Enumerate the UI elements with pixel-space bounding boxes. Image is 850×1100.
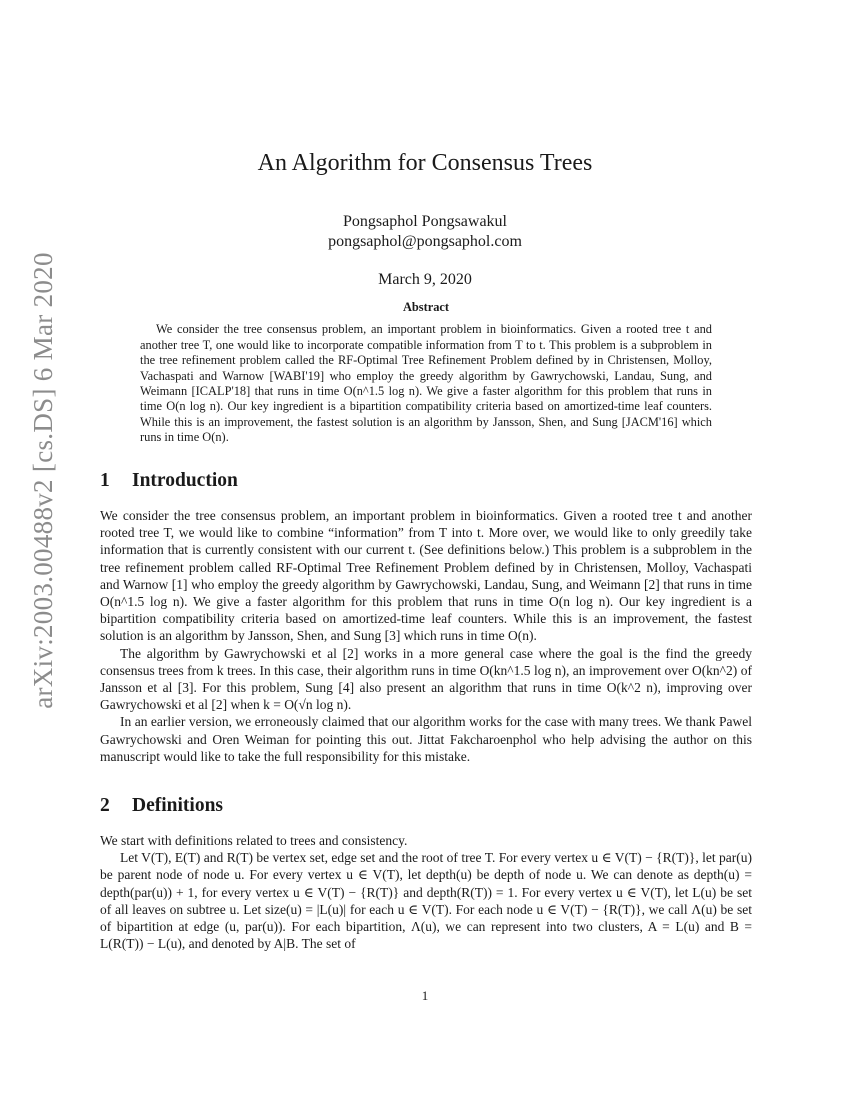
section-number: 1: [100, 470, 110, 491]
section-number: 2: [100, 795, 110, 816]
section-heading: [100, 470, 752, 492]
abstract-heading: Abstract: [402, 300, 450, 314]
paragraph: We consider the tree consensus problem, an important problem in bioinformatics. Given a rooted tree t and another rooted tree T, we would like to combine “information” from T into t. More over, we would like to only greedily take information that is currently consistent with our current t. (See definitions below.) This problem is a subproblem in the tree refinement problem called RF-Optimal Tree Refinement Problem defined by in Christensen, Molloy, Vachaspati and Warnow [1] who employ the greedy algorithm by Gawrychowski, Landau, Sung, and Weimann [2] that runs in time O(n^1.5 log n). We give a faster algorithm for this problem that runs in time O(n log n). Our key ingredient is a bipartition compatibility criteria based on amortized-time leaf counters. While this is an improvement, the fastest solution is an algorithm by Jansson, Shen, and Sung [3] which runs in time O(n).: [100, 508, 752, 644]
paragraph: In an earlier version, we erroneously claimed that our algorithm works for the case with many trees. We thank Pawel Gawrychowski and Oren Weiman for pointing this out. Jittat Fakcharoenphol who help advising the author on this manuscript would like to take the full responsibility for this mistake.: [100, 714, 752, 764]
arxiv-identifier-stamp: [18, 251, 68, 709]
arxiv-identifier: arXiv:2003.00488v2 [cs.DS] 6 Mar 2020: [27, 251, 58, 709]
author-email: pongsaphol@pongsaphol.com: [328, 233, 522, 250]
paper-title: An Algorithm for Consensus Trees: [257, 150, 593, 176]
paragraph: Let V(T), E(T) and R(T) be vertex set, edge set and the root of tree T. For every vertex u ∈ V(T) − {R(T)}, let par(u) be parent node of node u. For every vertex u ∈ V(T), let depth(u) be depth of node u. We can denote as depth(u) = depth(par(u)) + 1, for every vertex u ∈ V(T) − {R(T)} and depth(R(T)) = 1. For every vertex u ∈ V(T), let L(u) be set of all leaves on subtree u. Let size(u) = |L(u)| for each u ∈ V(T). For each node u ∈ V(T) − {R(T)}, we call Λ(u) be set of bipartition at edge (u, par(u)). For each bipartition, Λ(u), we can represent into two clusters, A = L(u) and B = L(R(T)) − L(u), and denoted by A|B. The set of: [100, 850, 752, 952]
section-title: Definitions: [132, 795, 224, 816]
paragraph: We start with definitions related to trees and consistency.: [100, 833, 408, 848]
abstract: [140, 300, 712, 446]
section-body: [100, 832, 752, 952]
title-block: [100, 150, 750, 289]
paper-date: March 9, 2020: [378, 271, 472, 288]
page-number: 1: [421, 988, 429, 1003]
author-name: Pongsaphol Pongsawakul: [343, 213, 507, 230]
section-introduction: [100, 470, 752, 765]
section-heading: [100, 795, 752, 817]
paragraph: The algorithm by Gawrychowski et al [2] works in a more general case where the goal is the find the greedy consensus trees from k trees. In this case, their algorithm runs in time O(kn^1.5 log n), an improvement over O(kn^2) of Jansson et al [3]. For this problem, Sung [4] also present an algorithm that runs in time O(k^2 n), improving over Gawrychowski et al [2] when k = O(√n log n).: [100, 645, 752, 713]
section-body: [100, 507, 752, 765]
section-definitions: [100, 795, 752, 952]
abstract-text: We consider the tree consensus problem, an important problem in bioinformatics. Given a rooted tree t and another tree T, one would like to incorporate compatible information from T to t. This problem is a subproblem in the tree refinement problem called the RF-Optimal Tree Refinement Problem defined by in Christensen, Molloy, Vachaspati and Warnow [WABI'19] who employ the greedy algorithm by Gawrychowski, Landau, Sung, and Weimann [ICALP'18] that runs in time O(n^1.5 log n). We give a faster algorithm for this problem that runs in time O(n log n). Our key ingredient is a bipartition compatibility criteria based on amortized-time leaf counters. While this is an improvement, the fastest solution is an algorithm by Jansson, Shen, and Sung [JACM'16] which runs in time O(n).: [140, 322, 712, 445]
section-title: Introduction: [132, 470, 238, 491]
